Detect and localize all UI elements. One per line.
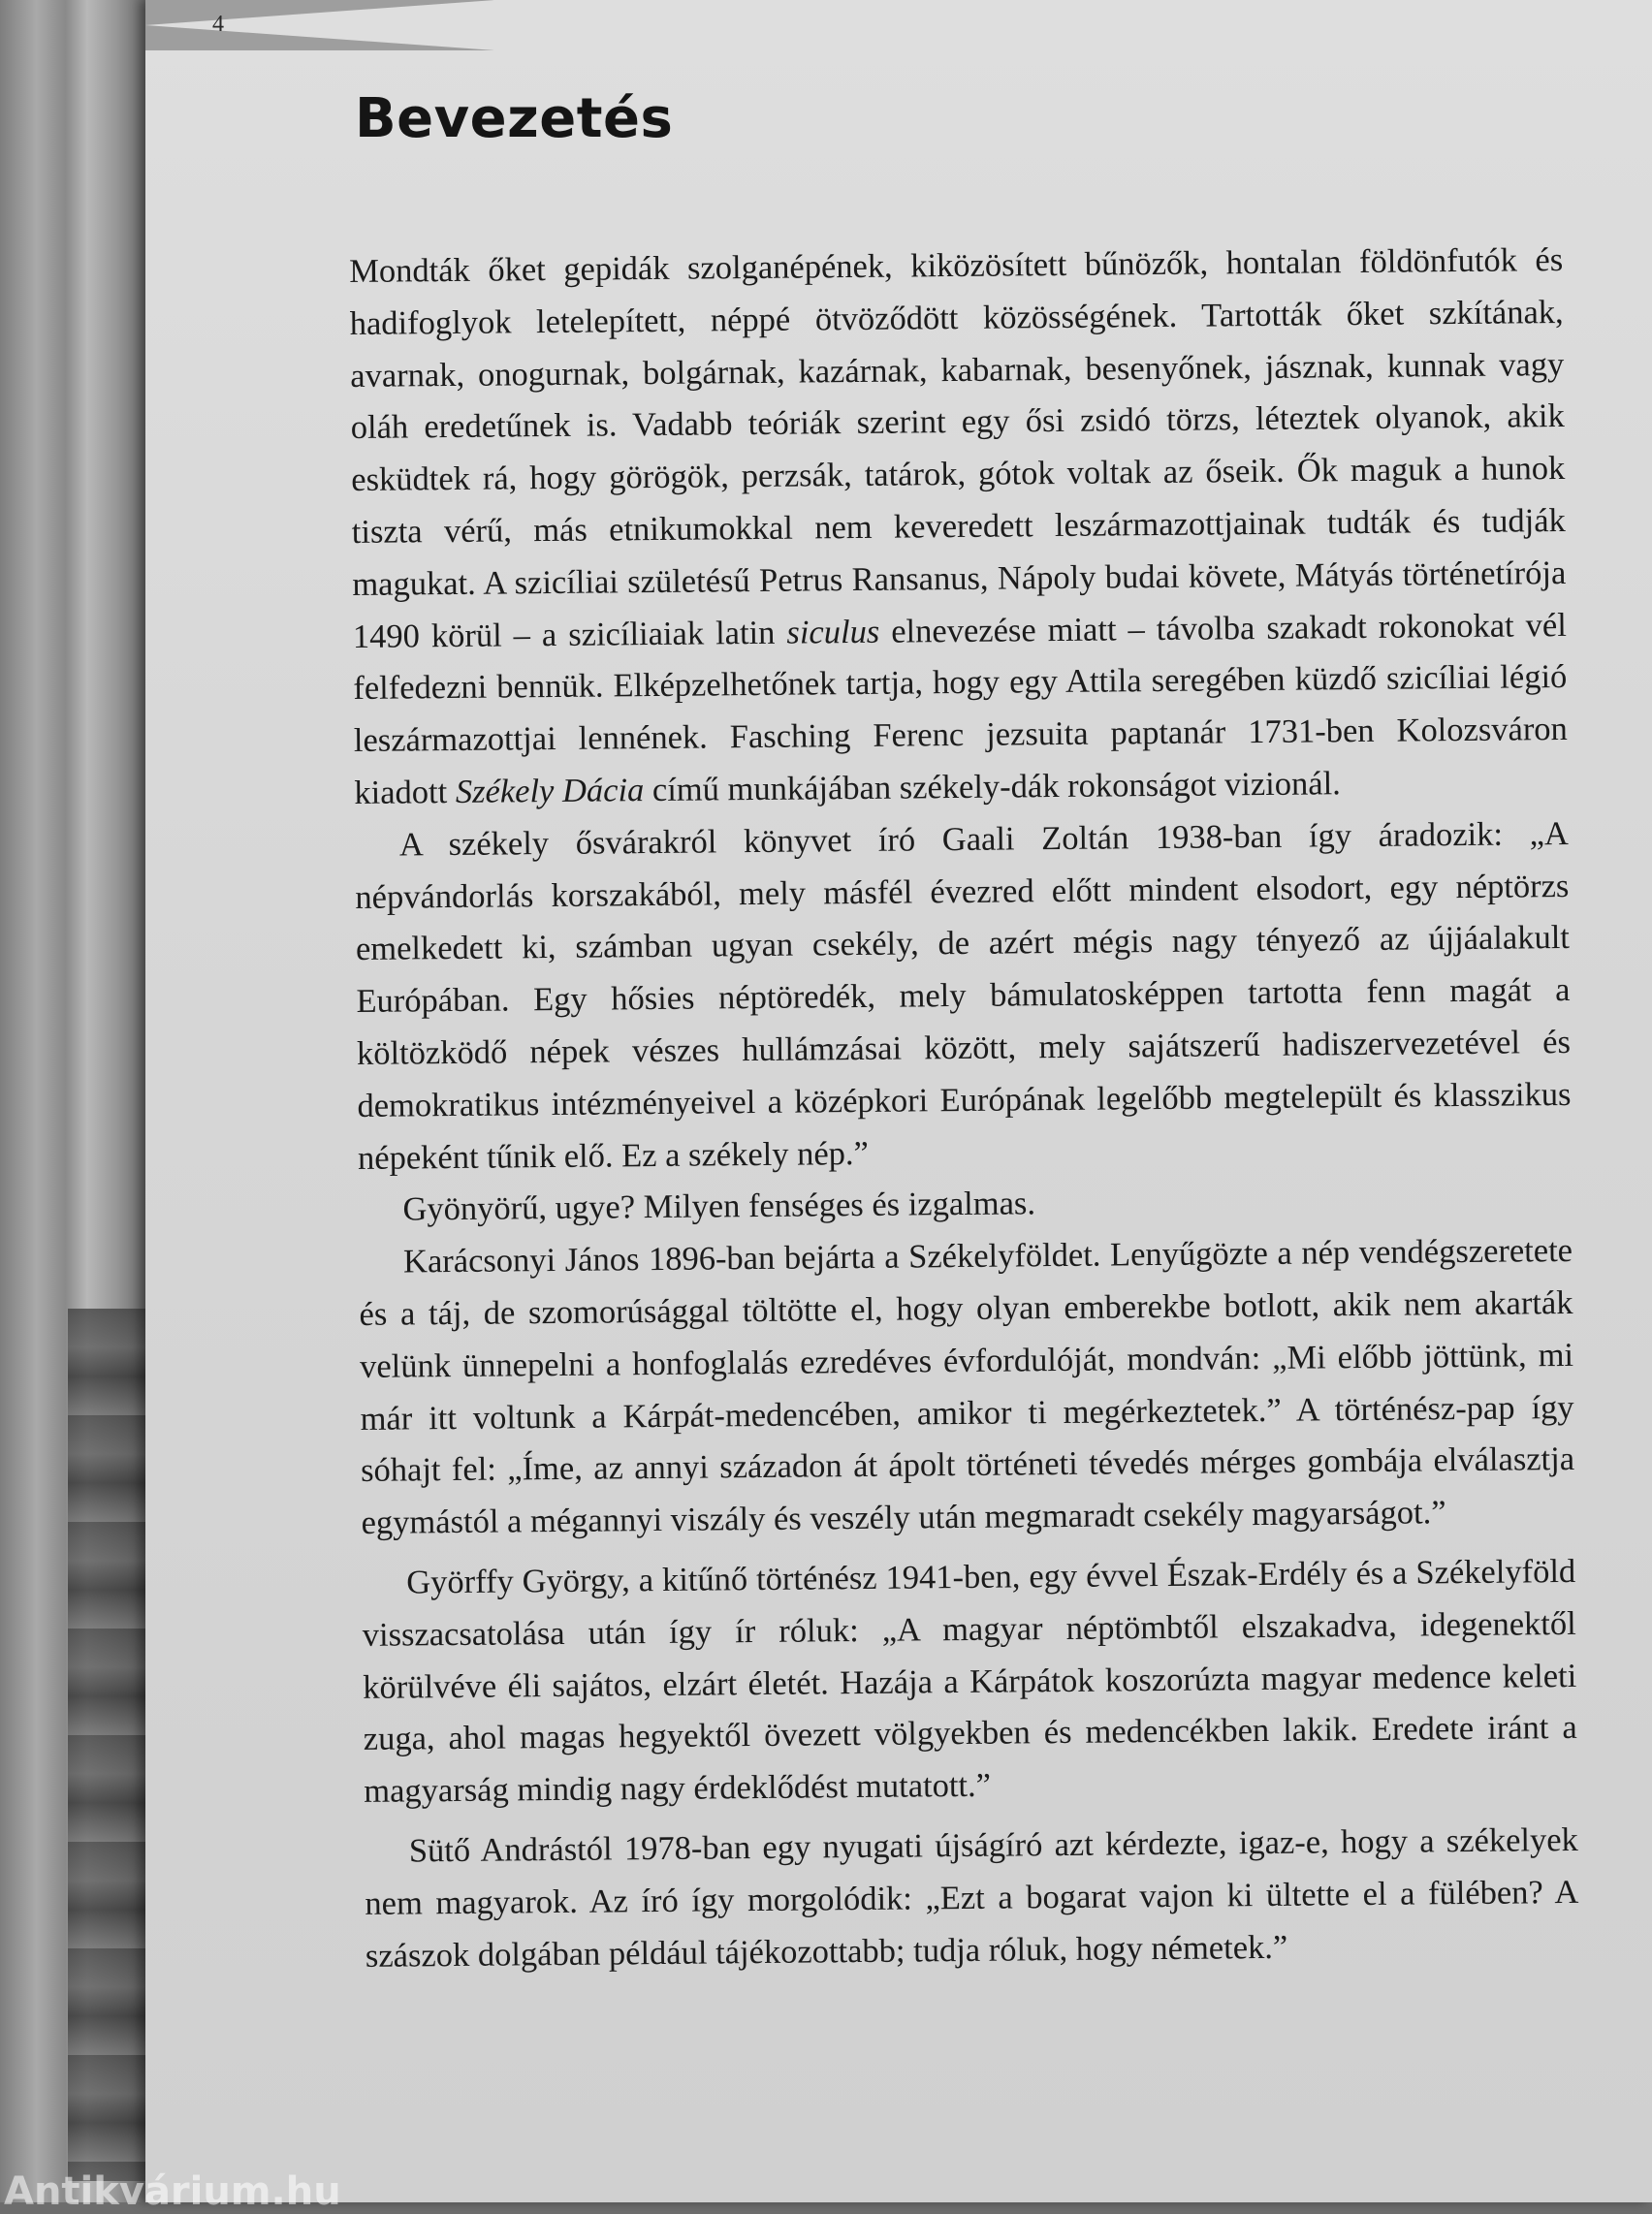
watermark: Antikvárium.hu [4, 2169, 341, 2214]
text-run: A székely ősvárakról könyvet író Gaali Zoltán 1938-ban így áradozik: „A népvándorlás korszakából, mely másfél évezred előtt mindent elsodort, egy néptörzs emelkedett ki, számban ugyan csekély, de azért mégis nagy tényező az újjáalakult Európában. Egy hősies néptöredék, mely bámulatosképpen tartotta fenn magát a költözködő népek vészes hullámzásai között, mely sajátszerű hadiszervezetével és demokratikus intézményeivel a középkori Európának legelőbb megtelepült és klasszikus népeként tűnik elő. Ez a székely nép.” [355, 814, 1572, 1177]
text-run: Mondták őket gepidák szolganépének, kiközösített bűnözők, hontalan földönfutók és hadifoglyok letelepített, néppé ötvöződött közösségének. Tartották őket szkítának, avarnak, onogurnak, bolgárnak, kazárnak, kabarnak, besenyőnek, jásznak, kunnak vagy oláh eredetűnek is. Vadabb teóriák szerint egy ősi zsidó törzs, léteztek olyanok, akik esküdtek rá, hogy görögök, perzsák, tatárok, gótok voltak az őseik. Ők maguk a hunok tiszta vérű, más etnikumokkal nem keveredett leszármazottjainak tudták és tudják magukat. A szicíliai születésű Petrus Ransanus, Nápoly budai követe, Mátyás történetírója 1490 körül – a szicíliaiak latin [349, 240, 1567, 655]
page-number-tab [145, 0, 494, 50]
text-run: elnevezése miatt – távolba szakadt rokonokat vél felfedezni bennük. Elképzelhetőnek tartja, hogy egy Attila seregében küzdő szicíliai légió leszármazottjai lennének. Fasching Ferenc jezsuita paptanár 1731-ben Kolozsváron kiadott [353, 606, 1569, 811]
text-run: Sütő Andrástól 1978-ban egy nyugati újságíró azt kérdezte, igaz-e, hogy a székelyek nem magyarok. Az író így morgolódik: „Ezt a bogarat vajon ki ültette el a fülében? A szászok dolgában például tájékozottabb; tudja róluk, hogy németek.” [365, 1820, 1579, 1975]
paragraph [362, 1546, 1578, 1819]
text-run: Györffy György, a kitűnő történész 1941-ben, egy évvel Észak-Erdély és a Székelyföld visszacsatolása után így ír róluk: „A magyar néptömbtől elszakadva, idegenektől körülvéve éli sajátos, elzárt életét. Hazája a Kárpátok koszorúzta magyar medence keleti zuga, ahol magas hegyektől övezett völgyekben és medencékben lakik. Eredete iránt a magyarság mindig nagy érdeklődést mutatott.” [362, 1552, 1577, 1811]
italic-book-title: Székely Dácia [455, 772, 645, 810]
page-number: 4 [212, 12, 224, 37]
text-run: Gyönyörű, ugye? Milyen fenséges és izgalmas. [402, 1185, 1036, 1228]
paragraph [349, 235, 1569, 820]
italic-term-siculus: siculus [786, 613, 880, 651]
paragraph [365, 1815, 1579, 1982]
paragraph [359, 1225, 1575, 1550]
text-run: Karácsonyi János 1896-ban bejárta a Székelyföldet. Lenyűgözte a nép vendégszeretete és a táj, de szomorúsággal töltötte el, hogy olyan emberekbe botlott, akik nem akarták velünk ünnepelni a honfoglalás ezredéves évfordulóját, mondván: „Mi előbb jöttünk, mi már itt voltunk a Kárpát-medencében, amikor ti megérkeztetek.” A történész-pap így sóhajt fel: „Íme, az annyi századon át ápolt történeti tévedés mérges gombája elválasztja egymástól a mégannyi viszály és veszély után megmaradt csekély magyarságot.” [359, 1232, 1575, 1542]
text-run: című munkájában székely-dák rokonságot vizionál. [644, 765, 1342, 809]
page-title: Bevezetés [355, 87, 674, 150]
body-text [349, 235, 1579, 1982]
paragraph [355, 808, 1573, 1186]
binding-texture [68, 1309, 145, 2181]
